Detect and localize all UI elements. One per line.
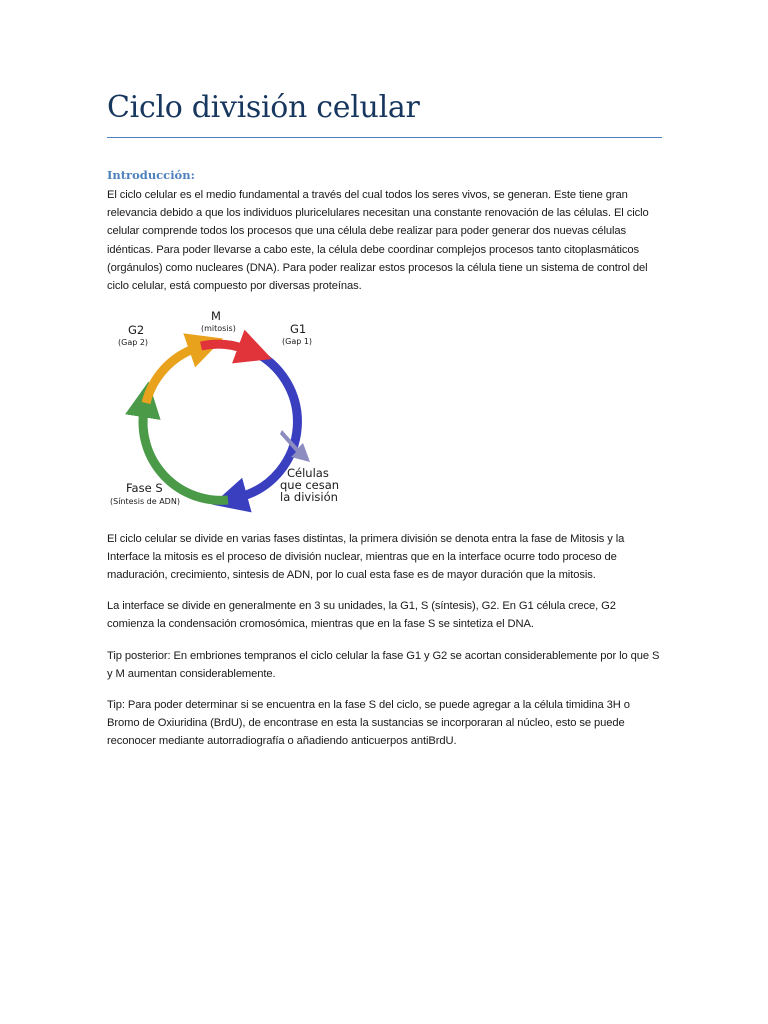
label-exit-line2: que cesan	[280, 478, 340, 492]
label-exit-line1: Células	[287, 466, 329, 480]
cell-cycle-diagram	[100, 300, 340, 515]
label-g2-sub: (Gap 2)	[118, 338, 149, 347]
paragraph-2: La interface se divide en generalmente en 3 su unidades, la G1, S (síntesis), G2. En G1 célula crece, G2 comienza la condensación cromosómica, mientras que en la fase S se sintetiza el DNA.	[107, 600, 616, 631]
label-m-sub: (mitosis)	[201, 324, 236, 333]
label-s-sub: (Síntesis de ADN)	[110, 497, 180, 506]
paragraph-intro: El ciclo celular es el medio fundamental a través del cual todos los seres vivos, se generan. Este tiene gran relevancia debido a que los individuos pluricelulares necesitan una constante renovación de las células. El ciclo celular comprende todos los procesos que una célula debe realizar para poder generar dos nuevas células idénticas. Para poder llevarse a cabo este, la célula debe coordinar complejos procesos tanto citoplasmáticos (orgánulos) como nucleares (DNA). Para poder realizar estos procesos la célula tiene un sistema de control del ciclo celular, está compuesto por diversas proteínas.	[107, 189, 649, 293]
paragraph-4: Tip: Para poder determinar si se encuentra en la fase S del ciclo, se puede agregar a la célula timidina 3H o Bromo de Oxiuridina (BrdU), de encontrase en esta la sustancias se incorporaran al núcleo, esto se puede reconocer mediante autorradiografía o añadiendo anticuerpos antiBrdU.	[107, 699, 630, 748]
section-heading-introduccion: Introducción:	[107, 168, 195, 182]
label-g1: G1	[290, 322, 307, 336]
title-underline	[107, 137, 662, 138]
label-g1-sub: (Gap 1)	[282, 337, 313, 346]
paragraph-1: El ciclo celular se divide en varias fases distintas, la primera división se denota entra la fase de Mitosis y la Interface la mitosis es el proceso de división nuclear, mientras que en la interface ocurre todo proceso de maduración, crecimiento, sintesis de ADN, por lo cual esta fase es de mayor duración que la mitosis.	[107, 533, 625, 582]
label-exit-line3: la división	[280, 490, 338, 504]
paragraph-3: Tip posterior: En embriones tempranos el ciclo celular la fase G1 y G2 se acortan considerablemente por lo que S y M aumentan considerablemente.	[107, 650, 660, 681]
g2-phase-arc	[146, 348, 196, 403]
label-s: Fase S	[126, 481, 163, 495]
m-phase-arc	[201, 344, 245, 349]
page-title: Ciclo división celular	[107, 90, 420, 125]
label-m: M	[211, 309, 221, 323]
label-g2: G2	[128, 323, 145, 337]
